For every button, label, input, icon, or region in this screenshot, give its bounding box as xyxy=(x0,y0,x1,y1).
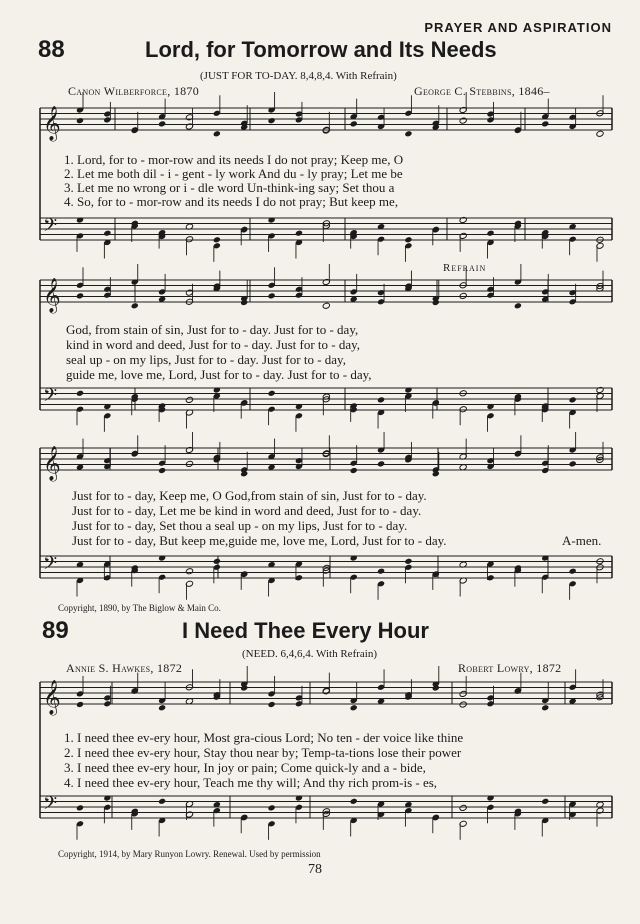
hymn-88-refrain-line-4: guide me, love me, Lord, Just for to - day. Just for to - day, xyxy=(66,367,372,382)
clefs xyxy=(43,106,61,819)
note-head xyxy=(350,798,358,805)
hymn-88-verse-line-3: 3. Let me no wrong or i - dle word Un-think-ing say; Set thou a xyxy=(64,180,395,195)
hymn-89-author: Annie S. Hawkes, 1872 xyxy=(66,661,183,675)
hymn-89-meter: (NEED. 6,4,6,4. With Refrain) xyxy=(242,648,377,660)
note-head xyxy=(541,798,549,805)
note-head xyxy=(76,390,84,397)
note-head xyxy=(350,120,358,127)
note-head xyxy=(596,130,604,137)
note-heads xyxy=(76,106,604,827)
bass-clef-icon: 𝄢 xyxy=(43,553,58,579)
note-head xyxy=(103,230,111,237)
note-head xyxy=(213,130,221,137)
note-head xyxy=(131,302,139,309)
note-head xyxy=(158,120,166,127)
note-head xyxy=(268,390,276,397)
note-head xyxy=(377,396,385,403)
hymn-89-title: I Need Thee Every Hour xyxy=(182,618,429,643)
hymn-89-composer: Robert Lowry, 1872 xyxy=(458,661,562,675)
note-head xyxy=(76,804,84,811)
hymn-89-number: 89 xyxy=(42,617,69,644)
bass-clef-icon: 𝄢 xyxy=(43,793,58,819)
page-number: 78 xyxy=(308,862,322,877)
bar-lines xyxy=(40,92,612,840)
note-head xyxy=(459,292,467,299)
note-head xyxy=(213,558,221,565)
note-head xyxy=(76,117,84,124)
hymn-88-copyright: Copyright, 1890, by The Biglow & Main Co. xyxy=(58,603,221,613)
hymn-88-verse-line-4: 4. So, for to - mor-row and its needs I do not pray; But keep me, xyxy=(64,194,399,209)
treble-clef-icon: 𝄞 xyxy=(43,446,61,481)
hymn-88-verse-line-2: 2. Let me both dil - i - gent - ly work And du - ly pray; Let me be xyxy=(64,166,403,181)
hymn-88-composer: George C. Stebbins, 1846– xyxy=(414,84,550,98)
note-head xyxy=(350,467,358,474)
note-head xyxy=(185,460,193,467)
amen-label: A-men. xyxy=(562,533,602,548)
hymn-89-verse-line-3: 3. I need thee ev-ery hour, In joy or pain; Come quick-ly and a - bide, xyxy=(64,760,426,775)
note-head xyxy=(377,460,385,467)
note-head xyxy=(268,804,276,811)
hymn-88-meter: (JUST FOR TO-DAY. 8,4,8,4. With Refrain) xyxy=(200,70,397,82)
note-head xyxy=(158,798,166,805)
note-head xyxy=(377,568,385,575)
hymn-88-final-line-2: Just for to - day, Let me be kind in word and deed, Just for to - day. xyxy=(72,503,422,518)
note-head xyxy=(268,117,276,124)
note-head xyxy=(569,396,577,403)
hymn-88-title: Lord, for Tomorrow and Its Needs xyxy=(145,37,497,62)
note-head xyxy=(569,568,577,575)
hymn-89-verse-line-2: 2. I need thee ev-ery hour, Stay thou near by; Temp-ta-tions lose their power xyxy=(64,745,462,760)
note-head xyxy=(295,230,303,237)
note-head xyxy=(213,236,221,243)
hymn-88-refrain-line-1: God, from stain of sin, Just for to - day. Just for to - day, xyxy=(66,322,359,337)
note-head xyxy=(404,130,412,137)
bass-clef-icon: 𝄢 xyxy=(43,385,58,411)
note-head xyxy=(569,460,577,467)
note-head xyxy=(185,396,193,403)
note-head xyxy=(541,120,549,127)
hymn-88-final-line-3: Just for to - day, Set thou a seal up - on my lips, Just for to - day. xyxy=(72,518,408,533)
note-head xyxy=(158,467,166,474)
hymn-88-author: Canon Wilberforce, 1870 xyxy=(68,84,200,98)
staff-lines xyxy=(40,108,612,818)
note-head xyxy=(404,236,412,243)
note-head xyxy=(158,704,166,711)
treble-clef-icon: 𝄞 xyxy=(43,680,61,715)
hymn-88-verse-line-1: 1. Lord, for to - mor-row and its needs I do not pray; Keep me, O xyxy=(64,152,404,167)
hymn-88-refrain-line-3: seal up - on my lips, Just for to - day. Just for to - day, xyxy=(66,352,346,367)
hymn-88-refrain-line-2: kind in word and deed, Just for to - day. Just for to - day, xyxy=(66,337,361,352)
hymn-89-verse-line-4: 4. I need thee ev-ery hour, Teach me thy will; And thy rich prom-is - es, xyxy=(64,775,438,790)
note-head xyxy=(268,292,276,299)
note-head xyxy=(486,230,494,237)
hymn-88-number: 88 xyxy=(38,36,65,63)
note-head xyxy=(268,701,276,708)
hymn-89-copyright: Copyright, 1914, by Mary Runyon Lowry. Renewal. Used by permission xyxy=(58,849,321,859)
note-head xyxy=(514,302,522,309)
note-head xyxy=(350,704,358,711)
note-head xyxy=(404,558,412,565)
note-head xyxy=(541,704,549,711)
note-head xyxy=(76,701,84,708)
treble-clef-icon: 𝄞 xyxy=(43,106,61,141)
hymn-88-final-line-1: Just for to - day, Keep me, O God,from stain of sin, Just for to - day. xyxy=(72,488,427,503)
hymn-89-verse-line-1: 1. I need thee ev-ery hour, Most gra-cious Lord; No ten - der voice like thine xyxy=(64,730,464,745)
refrain-label: Refrain xyxy=(443,262,487,274)
note-head xyxy=(185,568,193,575)
bass-clef-icon: 𝄢 xyxy=(43,215,58,241)
hymn-88-final-line-4: Just for to - day, But keep me,guide me, love me, Lord, Just for to - day. xyxy=(72,533,447,548)
note-head xyxy=(76,292,84,299)
note-head xyxy=(459,804,467,811)
treble-clef-icon: 𝄞 xyxy=(43,278,61,313)
note-head xyxy=(459,117,467,124)
note-head xyxy=(322,302,330,309)
section-heading: PRAYER AND ASPIRATION xyxy=(424,20,612,35)
